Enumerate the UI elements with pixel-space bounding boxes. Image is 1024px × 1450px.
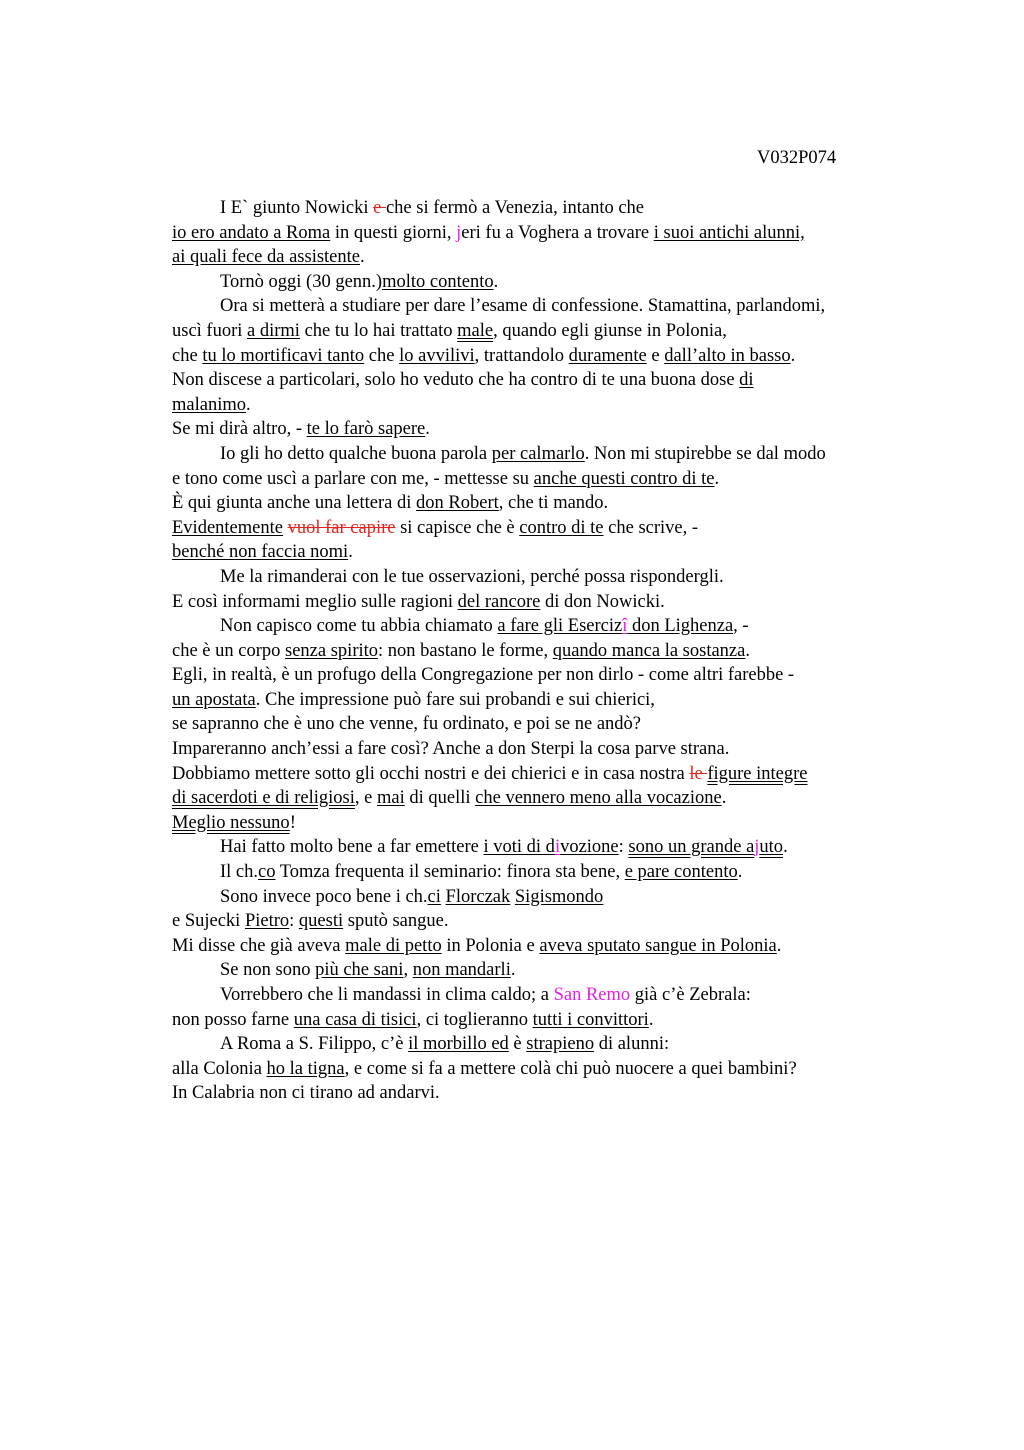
text-run: Sono invece poco bene i ch. bbox=[220, 886, 428, 907]
underlined-text: ai quali fece da assistente bbox=[172, 247, 360, 268]
text-run: . bbox=[348, 542, 353, 563]
text-line bbox=[172, 565, 932, 590]
text-run: di don Nowicki. bbox=[540, 591, 665, 612]
text-run: Se mi dirà altro, - bbox=[172, 419, 307, 440]
underlined-text: il morbillo ed bbox=[408, 1034, 509, 1055]
underlined-text: malanimo bbox=[172, 394, 246, 415]
text-run: , - bbox=[733, 616, 749, 637]
text-run: uscì fuori bbox=[172, 320, 248, 341]
text-line bbox=[172, 958, 932, 983]
text-run: , che ti mando. bbox=[498, 493, 609, 514]
text-run: Ora si metterà a studiare per dare l’esame di confessione. Stamattina, parlandomi, bbox=[220, 296, 826, 317]
text-run: . bbox=[737, 862, 743, 883]
text-run: Vorrebbero che li mandassi in clima caldo; a bbox=[220, 985, 554, 1005]
text-line bbox=[172, 221, 932, 246]
double-underlined-text: sono un grande a bbox=[628, 837, 755, 858]
underlined-text: a fare gli Eserciz bbox=[497, 616, 623, 637]
text-run: In Calabria non ci tirano ad andarvi. bbox=[172, 1083, 440, 1104]
text-run: , bbox=[403, 960, 413, 981]
text-run: I E` giunto Nowicki bbox=[220, 198, 374, 218]
text-run: . bbox=[493, 271, 499, 292]
text-line bbox=[172, 540, 932, 565]
text-line bbox=[172, 196, 932, 221]
text-line bbox=[172, 491, 932, 516]
text-line bbox=[172, 688, 932, 713]
text-line bbox=[172, 368, 932, 393]
underlined-text: del rancore bbox=[457, 591, 541, 612]
deleted-text: le bbox=[689, 763, 708, 784]
underlined-text: don Robert bbox=[416, 493, 499, 514]
text-line bbox=[172, 1032, 932, 1057]
text-run: sputò sangue. bbox=[343, 911, 449, 932]
underlined-text: te lo farò sapere bbox=[306, 419, 426, 440]
text-run: : bbox=[289, 911, 299, 932]
text-line bbox=[172, 639, 932, 664]
underlined-text: di bbox=[739, 370, 754, 391]
text-line bbox=[172, 245, 932, 270]
inserted-text: î bbox=[622, 616, 628, 637]
text-run: E così informami meglio sulle ragioni bbox=[172, 591, 458, 612]
text-run: Dobbiamo mettere sotto gli occhi nostri e dei chierici e in casa nostra bbox=[172, 763, 690, 784]
text-line bbox=[172, 663, 932, 688]
text-line bbox=[172, 712, 932, 737]
underlined-text: un apostata bbox=[172, 689, 256, 710]
text-run: di alunni: bbox=[594, 1034, 670, 1055]
underlined-text: mai bbox=[377, 788, 405, 809]
underlined-text: Florczak bbox=[445, 886, 511, 907]
text-run: non posso farne bbox=[172, 1009, 294, 1030]
text-run: Non discese a particolari, solo ho veduto che ha contro di te una buona dose bbox=[172, 370, 740, 391]
underlined-text: senza spirito bbox=[285, 640, 379, 661]
underlined-text: questi bbox=[298, 911, 344, 932]
text-run: che bbox=[364, 345, 400, 366]
text-run: è bbox=[508, 1034, 527, 1055]
underlined-text: che vennero meno alla vocazione bbox=[475, 788, 722, 809]
underlined-text: non mandarli bbox=[412, 960, 511, 981]
text-line bbox=[172, 934, 932, 959]
text-line bbox=[172, 516, 932, 541]
underlined-text: tutti i convittori bbox=[532, 1009, 649, 1030]
text-run: ! bbox=[289, 812, 296, 833]
text-run: eri fu a Voghera a trovare bbox=[461, 222, 654, 243]
underlined-text: ci bbox=[427, 886, 441, 907]
double-underlined-text: Meglio nessuno bbox=[172, 812, 290, 833]
double-underlined-text: di sacerdoti e di religiosi bbox=[172, 788, 355, 809]
text-line bbox=[172, 590, 932, 615]
text-run: Impareranno anch’essi a fare così? Anche a don Sterpi la cosa parve strana. bbox=[172, 739, 730, 760]
inserted-text: San Remo bbox=[553, 985, 631, 1005]
text-run: e tono come uscì a parlare con me, - mettesse su bbox=[172, 468, 534, 489]
underlined-text: tu lo mortificavi tanto bbox=[202, 345, 365, 366]
text-run: che tu lo hai trattato bbox=[299, 320, 458, 341]
text-line bbox=[172, 393, 932, 418]
inserted-text: i bbox=[554, 837, 561, 858]
text-run: : bbox=[618, 837, 629, 858]
underlined-text: io ero andato a Roma bbox=[172, 222, 331, 243]
text-line bbox=[172, 467, 932, 492]
text-run: . bbox=[360, 247, 365, 268]
text-run: . bbox=[776, 935, 782, 956]
deleted-text: vuol far capire bbox=[287, 517, 396, 538]
text-line bbox=[172, 270, 932, 295]
text-run: che si fermò a Venezia, intanto che bbox=[385, 198, 645, 218]
underlined-text: Sigismondo bbox=[514, 886, 604, 907]
underlined-text: Pietro bbox=[244, 911, 290, 932]
underlined-text: lo avvilivi bbox=[399, 345, 475, 366]
underlined-text: duramente bbox=[568, 345, 647, 366]
text-line bbox=[172, 1057, 932, 1082]
underlined-text: vozione bbox=[560, 837, 619, 858]
text-run: e Sujecki bbox=[172, 911, 245, 932]
text-run: Tomza frequenta il seminario: finora sta bene, bbox=[275, 862, 625, 883]
underlined-text: i voti di d bbox=[483, 837, 555, 858]
text-run: di quelli bbox=[404, 788, 476, 809]
text-line bbox=[172, 442, 932, 467]
inserted-text: j bbox=[456, 222, 462, 243]
double-underlined-text: figure integre bbox=[707, 763, 808, 784]
text-run: si capisce che è bbox=[395, 517, 520, 538]
text-run: . Che impressione può fare sui probandi e sui chierici, bbox=[255, 689, 655, 710]
text-run: , ci toglieranno bbox=[416, 1009, 533, 1030]
inserted-text: j bbox=[754, 837, 760, 858]
text-run: Se non sono bbox=[220, 960, 316, 981]
text-run: già c’è Zebrala: bbox=[630, 985, 751, 1005]
text-run: , quando egli giunse in Polonia, bbox=[493, 320, 727, 341]
text-run: . Non mi stupirebbe se dal modo bbox=[584, 443, 826, 464]
underlined-text: anche questi contro di te bbox=[533, 468, 715, 489]
text-run: , e come si fa a mettere colà chi può nuocere a quei bambini? bbox=[344, 1058, 797, 1079]
text-run: A Roma a S. Filippo, c’è bbox=[220, 1034, 409, 1055]
text-run: . bbox=[745, 640, 750, 661]
deleted-text: e bbox=[373, 198, 386, 218]
text-line bbox=[172, 885, 932, 910]
text-line bbox=[172, 737, 932, 762]
underlined-text: male di petto bbox=[345, 935, 442, 956]
underlined-text: aveva sputato sangue in Polonia bbox=[539, 935, 777, 956]
underlined-text: quando manca la sostanza bbox=[552, 640, 746, 661]
underlined-text: molto contento bbox=[382, 271, 494, 292]
text-run: È qui giunta anche una lettera di bbox=[172, 493, 417, 514]
text-line bbox=[172, 762, 932, 787]
text-run: . bbox=[790, 345, 796, 366]
text-run: Io gli ho detto qualche buona parola bbox=[220, 443, 492, 464]
double-underlined-text: uto bbox=[759, 837, 784, 858]
text-line bbox=[172, 1081, 932, 1106]
text-run: , e bbox=[354, 788, 377, 809]
text-line bbox=[172, 786, 932, 811]
text-line bbox=[172, 614, 932, 639]
text-run: . bbox=[425, 419, 430, 440]
text-run: Hai fatto molto bene a far emettere bbox=[220, 837, 484, 858]
text-run: , trattandolo bbox=[474, 345, 569, 366]
letter-body bbox=[172, 196, 932, 1106]
underlined-text: contro di te bbox=[519, 517, 604, 538]
underlined-text: i suoi antichi alunni, bbox=[653, 222, 805, 243]
text-run: e bbox=[646, 345, 665, 366]
text-line bbox=[172, 835, 932, 860]
text-run: . bbox=[714, 468, 720, 489]
underlined-text: e pare contento bbox=[624, 862, 738, 883]
underlined-text: una casa di tisici bbox=[293, 1009, 417, 1030]
underlined-text: don Lighenza bbox=[627, 616, 734, 637]
text-run: che scrive, - bbox=[603, 517, 699, 538]
text-run: in questi giorni, bbox=[330, 222, 457, 243]
text-line bbox=[172, 319, 932, 344]
underlined-text: co bbox=[258, 862, 276, 883]
page-id: V032P074 bbox=[757, 148, 837, 168]
text-line bbox=[172, 909, 932, 934]
text-run: Me la rimanderai con le tue osservazioni, perché possa rispondergli. bbox=[220, 566, 724, 587]
underlined-text: ho la tigna bbox=[266, 1058, 345, 1079]
text-run: . bbox=[783, 837, 788, 858]
text-run: in Polonia e bbox=[441, 935, 540, 956]
text-line bbox=[172, 417, 932, 442]
text-run: Non capisco come tu abbia chiamato bbox=[220, 616, 498, 637]
text-line bbox=[172, 1008, 932, 1033]
underlined-text: benché non faccia nomi bbox=[172, 542, 349, 563]
underlined-text: Evidentemente bbox=[172, 517, 283, 538]
text-line bbox=[172, 811, 932, 836]
text-line bbox=[172, 294, 932, 319]
text-line bbox=[172, 983, 932, 1008]
text-run: Egli, in realtà, è un profugo della Congregazione per non dirlo - come altri farebbe - bbox=[172, 665, 795, 686]
underlined-text: per calmarlo bbox=[491, 443, 585, 464]
underlined-text: strapieno bbox=[526, 1034, 595, 1055]
underlined-text: dall’alto in basso bbox=[664, 345, 791, 366]
text-line bbox=[172, 860, 932, 885]
text-run: alla Colonia bbox=[172, 1058, 267, 1079]
text-run: : non bastano le forme, bbox=[378, 640, 553, 661]
underlined-text: più che sani bbox=[315, 960, 404, 981]
text-run: . bbox=[245, 394, 251, 415]
text-run: . bbox=[510, 960, 516, 981]
underlined-text: a dirmi bbox=[247, 320, 300, 341]
text-run: Tornò oggi (30 genn.) bbox=[220, 271, 383, 292]
double-underlined-text: male bbox=[457, 320, 494, 341]
text-run: . bbox=[721, 788, 727, 809]
text-run: . bbox=[648, 1009, 654, 1030]
text-run: Mi disse che già aveva bbox=[172, 935, 346, 956]
text-run: Il ch. bbox=[220, 862, 259, 883]
text-run: che bbox=[172, 345, 203, 366]
text-run: che è un corpo bbox=[172, 640, 286, 661]
text-run: se sapranno che è uno che venne, fu ordinato, e poi se ne andò? bbox=[172, 714, 642, 735]
text-line bbox=[172, 344, 932, 369]
